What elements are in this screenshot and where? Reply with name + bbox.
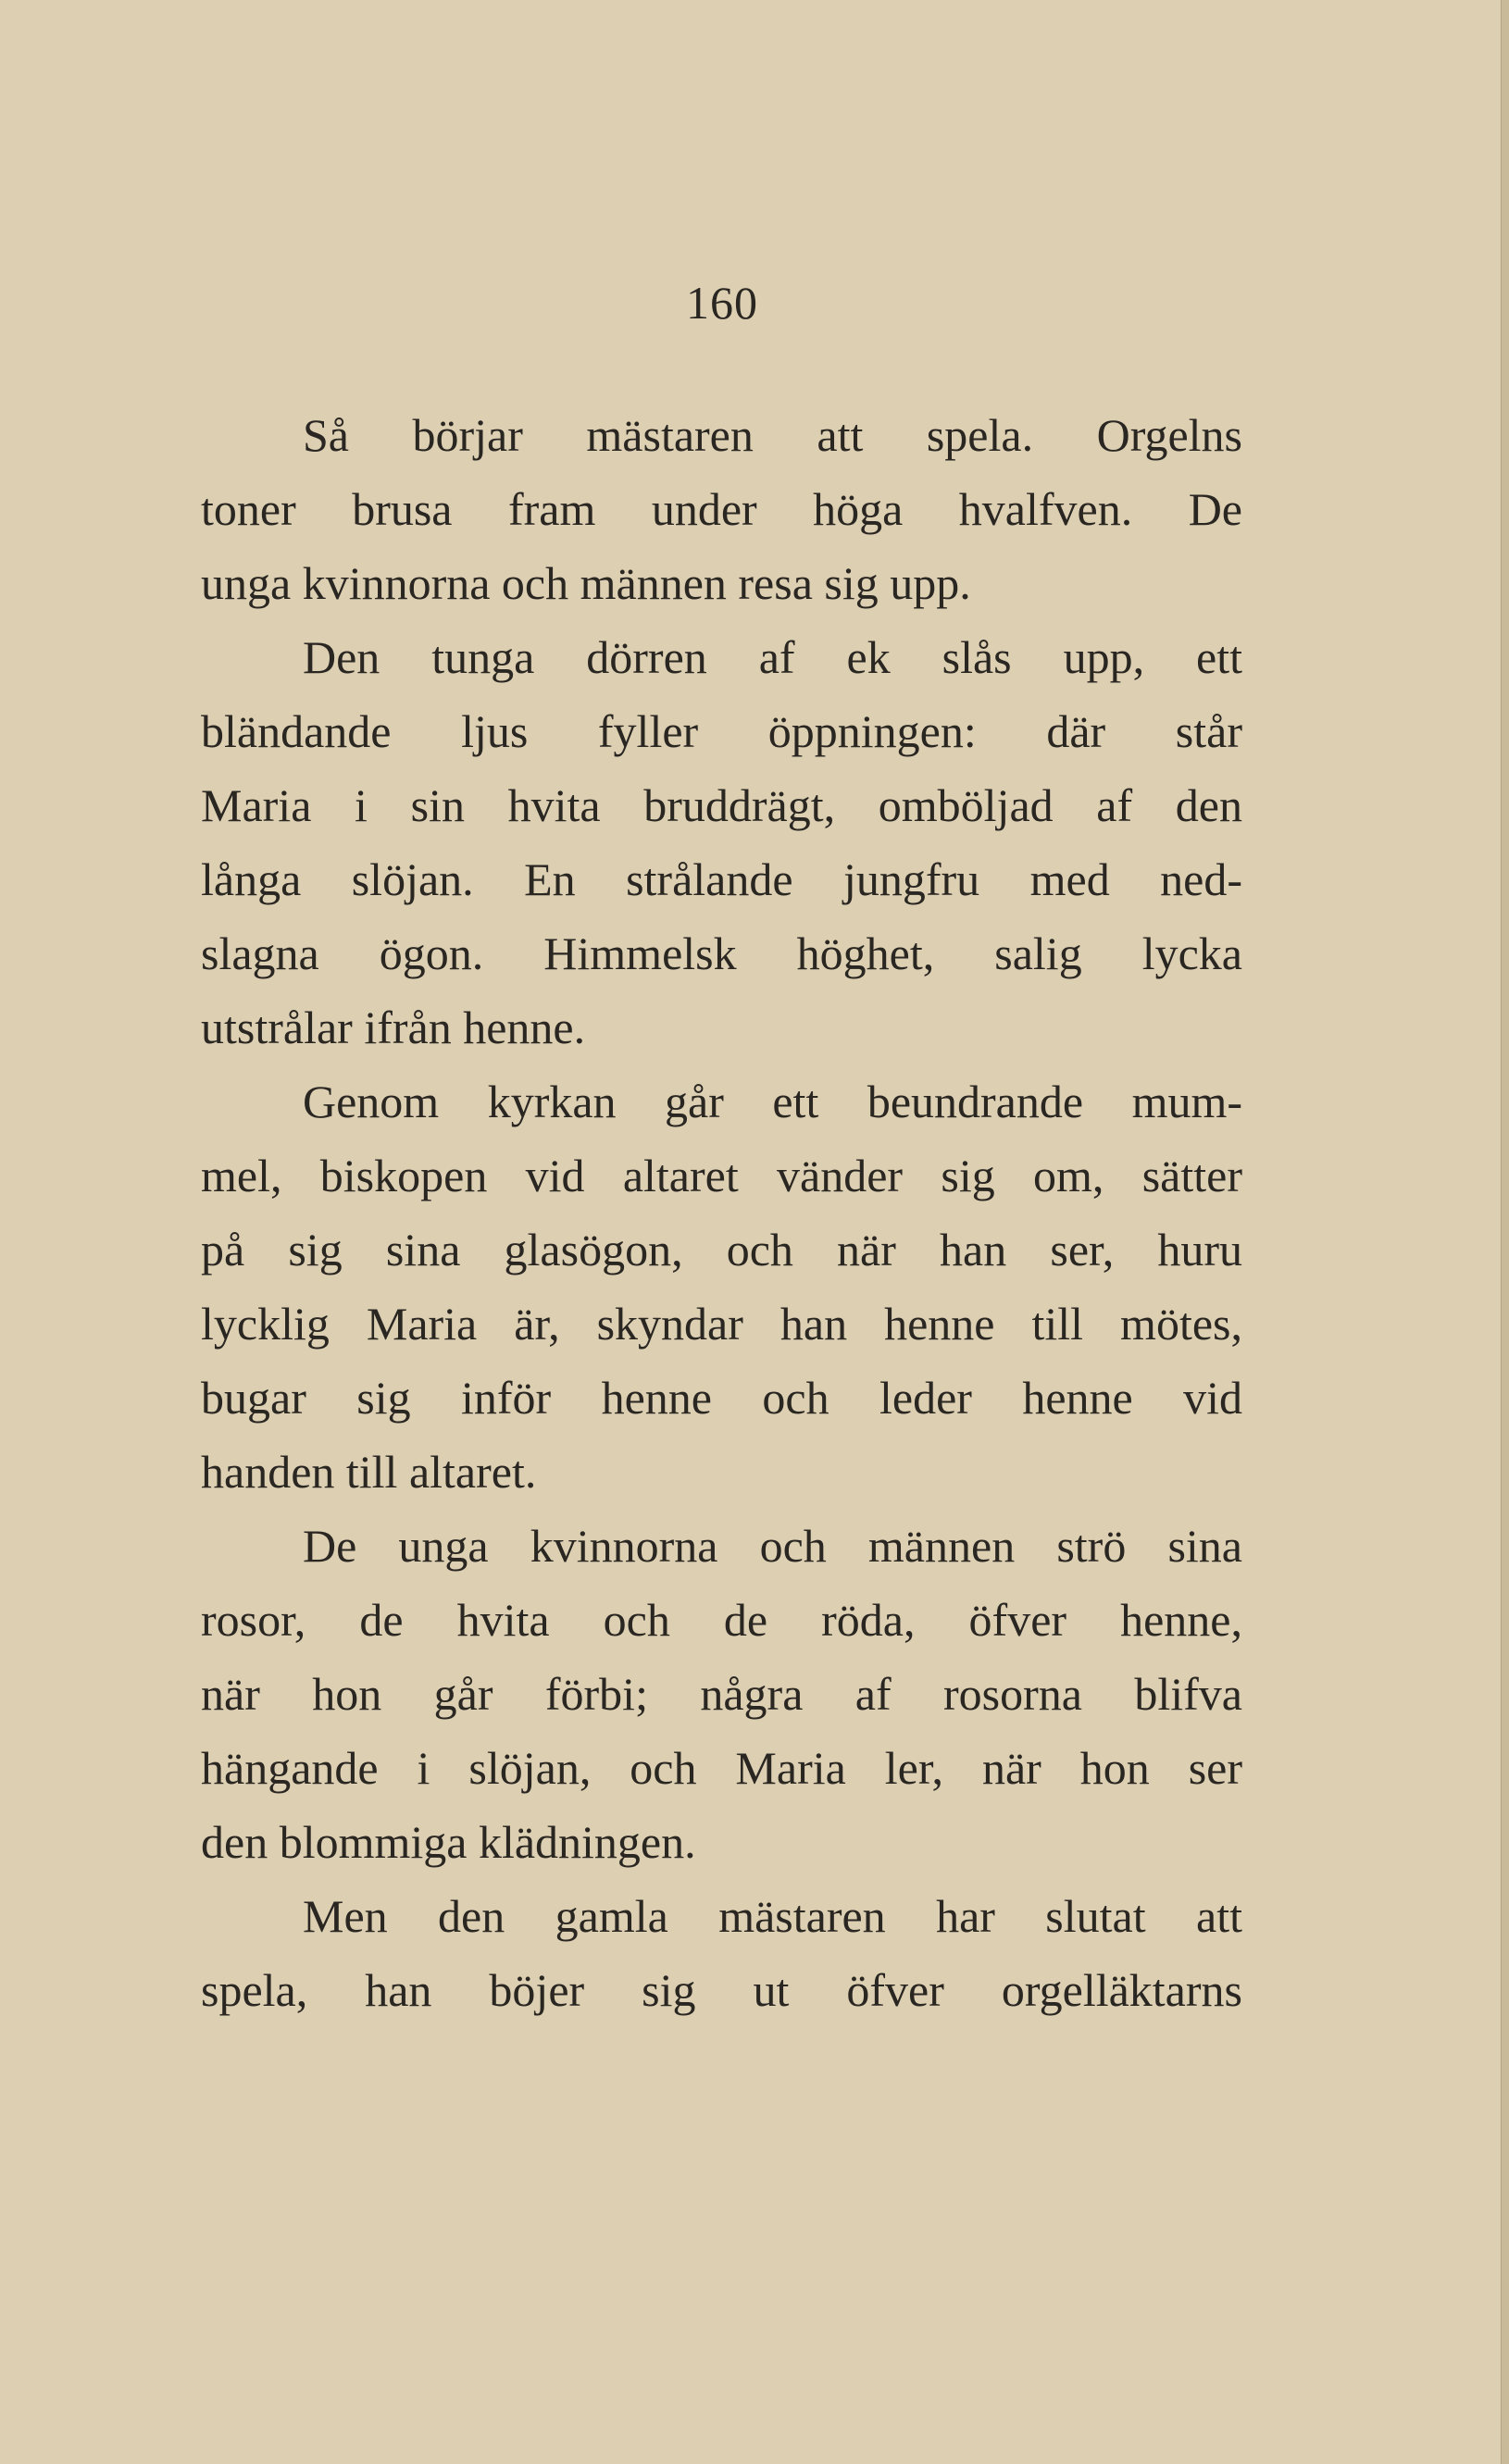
text-line: unga kvinnorna och männen resa sig upp. <box>201 557 971 609</box>
text-line: De unga kvinnorna och männen strö sina <box>303 1520 1242 1572</box>
page-edge <box>1501 0 1509 2464</box>
text-line: spela, han böjer sig ut öfver orgelläktarns <box>201 1964 1242 2016</box>
page-number: 160 <box>686 277 758 329</box>
text-line: Den tunga dörren af ek slås upp, ett <box>303 631 1242 683</box>
body-text <box>201 398 1242 2027</box>
text-line: lycklig Maria är, skyndar han henne till mötes, <box>201 1298 1242 1350</box>
text-line: rosor, de hvita och de röda, öfver henne, <box>201 1594 1242 1646</box>
text-line: bländande ljus fyller öppningen: där står <box>201 705 1242 757</box>
text-line: slagna ögon. Himmelsk höghet, salig lycka <box>201 927 1242 979</box>
text-line: Genom kyrkan går ett beundrande mum- <box>303 1076 1242 1127</box>
text-line: bugar sig inför henne och leder henne vid <box>201 1372 1242 1424</box>
text-line: mel, biskopen vid altaret vänder sig om, sätter <box>201 1150 1242 1201</box>
text-line: toner brusa fram under höga hvalfven. De <box>201 483 1242 535</box>
text-line: på sig sina glasögon, och när han ser, huru <box>201 1224 1242 1276</box>
text-line: hängande i slöjan, och Maria ler, när hon ser <box>201 1742 1242 1794</box>
text-line: Men den gamla mästaren har slutat att <box>303 1890 1242 1942</box>
text-line: Maria i sin hvita bruddrägt, omböljad af den <box>201 779 1242 831</box>
text-line: handen till altaret. <box>201 1446 537 1498</box>
text-line: den blommiga klädningen. <box>201 1816 696 1868</box>
text-line: Så börjar mästaren att spela. Orgelns <box>303 409 1242 461</box>
text-line: utstrålar ifrån henne. <box>201 1002 586 1053</box>
text-line: när hon går förbi; några af rosorna blifva <box>201 1668 1242 1720</box>
text-line: långa slöjan. En strålande jungfru med ned- <box>201 853 1242 905</box>
